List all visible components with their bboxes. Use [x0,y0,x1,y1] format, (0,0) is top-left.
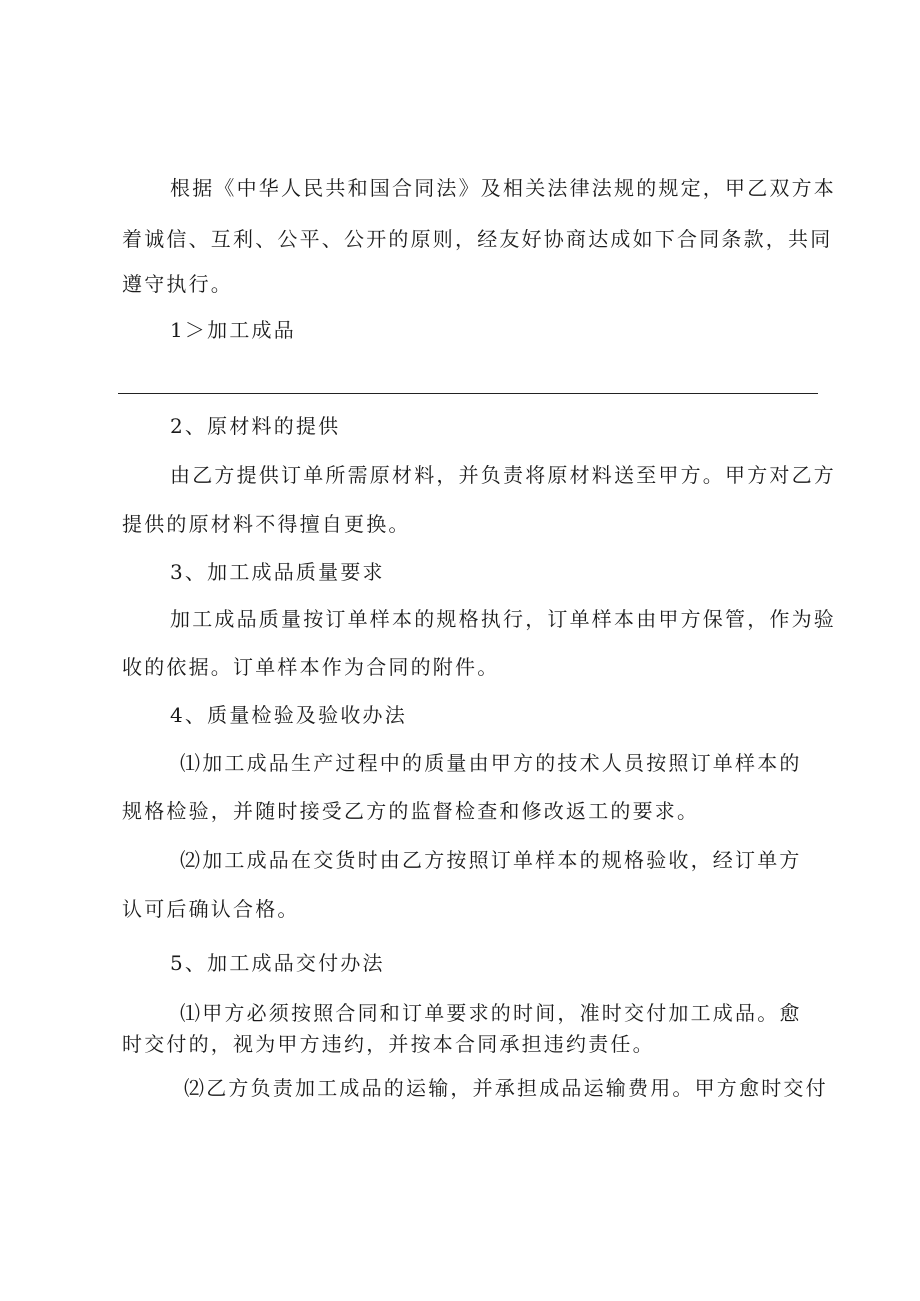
section-2-line-1: 由乙方提供订单所需原材料，并负责将原材料送至甲方。甲方对乙方 [170,463,836,487]
section-4-item-2-line-2: 认可后确认合格。 [122,897,300,921]
intro-line-2: 着诚信、互利、公平、公开的原则，经友好协商达成如下合同条款，共同 [122,227,833,251]
section-1-heading: 1＞加工成品 [170,318,296,342]
section-4-item-2-line-1: ⑵加工成品在交货时由乙方按照订单样本的规格验收，经订单方 [180,848,802,872]
section-2-heading: 2、原材料的提供 [170,414,341,438]
section-4-heading: 4、质量检验及验收办法 [170,703,407,727]
intro-line-1: 根据《中华人民共和国合同法》及相关法律法规的规定，甲乙双方本 [170,176,836,200]
section-3-line-2: 收的依据。订单样本作为合同的附件。 [122,655,500,679]
section-4-item-1-line-1: ⑴加工成品生产过程中的质量由甲方的技术人员按照订单样本的 [180,751,802,775]
section-5-item-2-line-1: ⑵乙方负责加工成品的运输，并承担成品运输费用。甲方愈时交付 [184,1076,828,1100]
section-2-line-2: 提供的原材料不得擅自更换。 [122,512,411,536]
section-4-item-1-line-2: 规格检验，并随时接受乙方的监督检查和修改返工的要求。 [122,799,700,823]
intro-line-3: 遵守执行。 [122,272,233,296]
section-3-heading: 3、加工成品质量要求 [170,560,385,584]
section-5-item-1-line-1: ⑴甲方必须按照合同和订单要求的时间，准时交付加工成品。愈 [180,1001,802,1025]
horizontal-rule [118,393,818,394]
section-3-line-1: 加工成品质量按订单样本的规格执行，订单样本由甲方保管，作为验 [170,607,836,631]
section-5-item-1-line-2: 时交付的，视为甲方违约，并按本合同承担违约责任。 [122,1032,655,1056]
section-5-heading: 5、加工成品交付办法 [170,951,385,975]
